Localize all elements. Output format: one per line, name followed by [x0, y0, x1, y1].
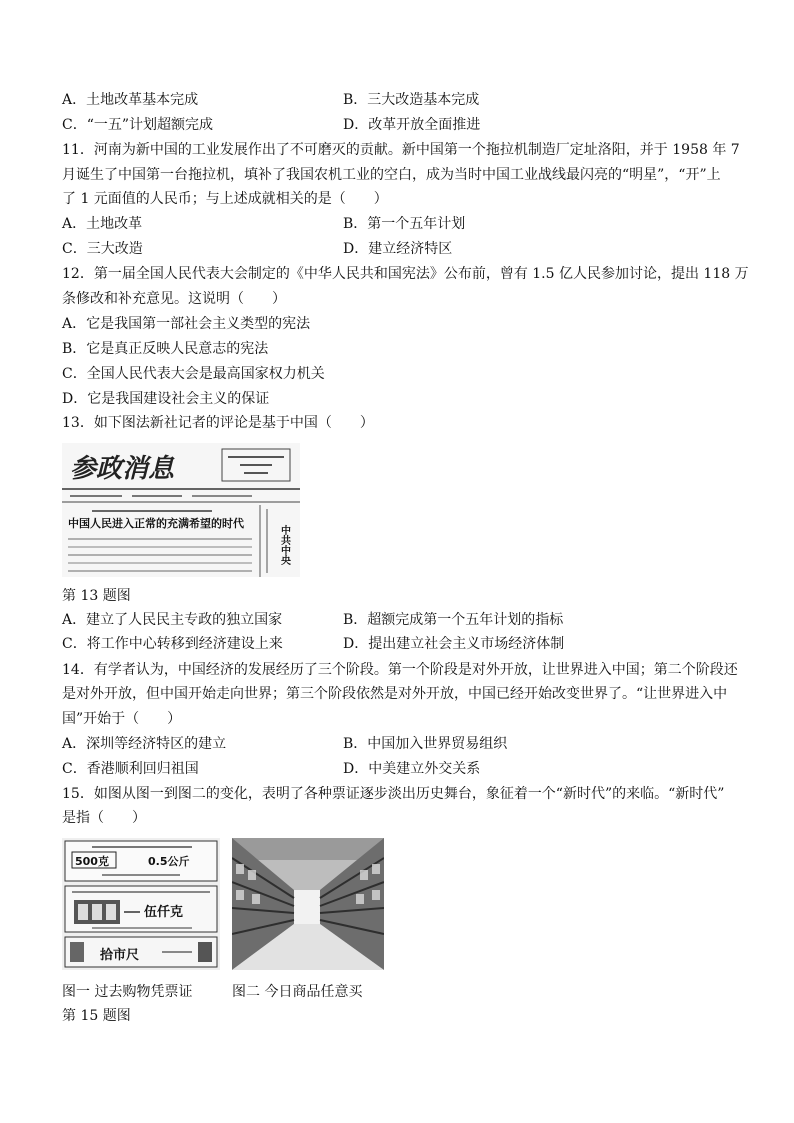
supermarket-photo — [232, 838, 384, 970]
q11-option-d[interactable]: D．建立经济特区 — [343, 241, 453, 257]
figure1-caption: 图一 过去购物凭票证 — [62, 984, 193, 1000]
q12-stem-line-1: 12．第一届全国人民代表大会制定的《中华人民共和国宪法》公布前，曾有 1.5 亿人民参加讨论，提出 118 万 — [62, 266, 749, 282]
q13-option-b[interactable]: B．超额完成第一个五年计划的指标 — [343, 612, 564, 628]
q13-option-d[interactable]: D．提出建立社会主义市场经济体制 — [343, 636, 565, 652]
q10-option-d[interactable]: D．改革开放全面推进 — [343, 117, 481, 133]
q14-option-b[interactable]: B．中国加入世界贸易组织 — [343, 736, 508, 752]
q13-stem: 13．如下图法新社记者的评论是基于中国（ ） — [62, 415, 374, 431]
q14-option-a[interactable]: A．深圳等经济特区的建立 — [62, 736, 227, 752]
supermarket-drawing — [232, 838, 384, 970]
newspaper-masthead: 参政消息 — [70, 454, 175, 484]
q14-option-c[interactable]: C．香港顺利回归祖国 — [62, 761, 199, 777]
q10-option-c[interactable]: C．“一五”计划超额完成 — [62, 117, 214, 133]
ration-coupons-drawing — [62, 838, 220, 970]
q14-stem-line-2: 是对外开放，但中国开始走向世界；第三个阶段依然是对外开放，中国已经开始改变世界了。“让世界进入中 — [62, 686, 728, 702]
q11-option-b[interactable]: B．第一个五年计划 — [343, 216, 466, 232]
newspaper-drawing — [62, 443, 300, 577]
q10-option-b[interactable]: B．三大改造基本完成 — [343, 92, 480, 108]
q14-stem-line-1: 14．有学者认为，中国经济的发展经历了三个阶段。第一个阶段是对外开放，让世界进入中国；第二个阶段还 — [62, 662, 738, 678]
coupon-5000g-label: 伍仟克 — [144, 905, 184, 920]
q10-option-a[interactable]: A．土地改革基本完成 — [62, 92, 199, 108]
coupon-cloth-label: 拾市尺 — [100, 948, 140, 963]
figure2-caption: 图二 今日商品任意买 — [232, 984, 363, 1000]
q13-option-a[interactable]: A．建立了人民民主专政的独立国家 — [62, 612, 283, 628]
q15-stem-line-1: 15．如图从图一到图二的变化，表明了各种票证逐步淡出历史舞台，象征着一个“新时代”的来临。“新时代” — [62, 786, 725, 802]
q11-stem-line-3: 了 1 元面值的人民币；与上述成就相关的是（ ） — [62, 191, 388, 207]
q11-option-c[interactable]: C．三大改造 — [62, 241, 143, 257]
q12-stem-line-2: 条修改和补充意见。这说明（ ） — [62, 291, 286, 307]
coupon-half-kg-label: 0.5公斤 — [148, 855, 190, 868]
newspaper-side-text: 中共中央 — [278, 525, 290, 565]
q14-stem-line-3: 国”开始于（ ） — [62, 711, 182, 727]
q13-figure-caption: 第 13 题图 — [62, 588, 131, 604]
newspaper-image — [62, 443, 300, 577]
q12-option-a[interactable]: A．它是我国第一部社会主义类型的宪法 — [62, 316, 311, 332]
q12-option-b[interactable]: B．它是真正反映人民意志的宪法 — [62, 341, 269, 357]
q15-figure-caption: 第 15 题图 — [62, 1008, 131, 1024]
q11-stem-line-2: 月诞生了中国第一台拖拉机，填补了我国农机工业的空白，成为当时中国工业战线最闪亮的“明星”，“开”上 — [62, 167, 721, 183]
coupon-500g-label: 500克 — [75, 855, 109, 868]
ration-coupons-image — [62, 838, 220, 970]
q13-option-c[interactable]: C．将工作中心转移到经济建设上来 — [62, 636, 283, 652]
q11-option-a[interactable]: A．土地改革 — [62, 216, 143, 232]
q12-option-d[interactable]: D．它是我国建设社会主义的保证 — [62, 391, 270, 407]
q11-stem-line-1: 11．河南为新中国的工业发展作出了不可磨灭的贡献。新中国第一个拖拉机制造厂定址洛阳，并于 1958 年 7 — [62, 142, 740, 158]
q12-option-c[interactable]: C．全国人民代表大会是最高国家权力机关 — [62, 366, 325, 382]
q15-stem-line-2: 是指（ ） — [62, 810, 146, 826]
q14-option-d[interactable]: D．中美建立外交关系 — [343, 761, 481, 777]
newspaper-headline: 中国人民进入正常的充满希望的时代 — [68, 517, 244, 530]
